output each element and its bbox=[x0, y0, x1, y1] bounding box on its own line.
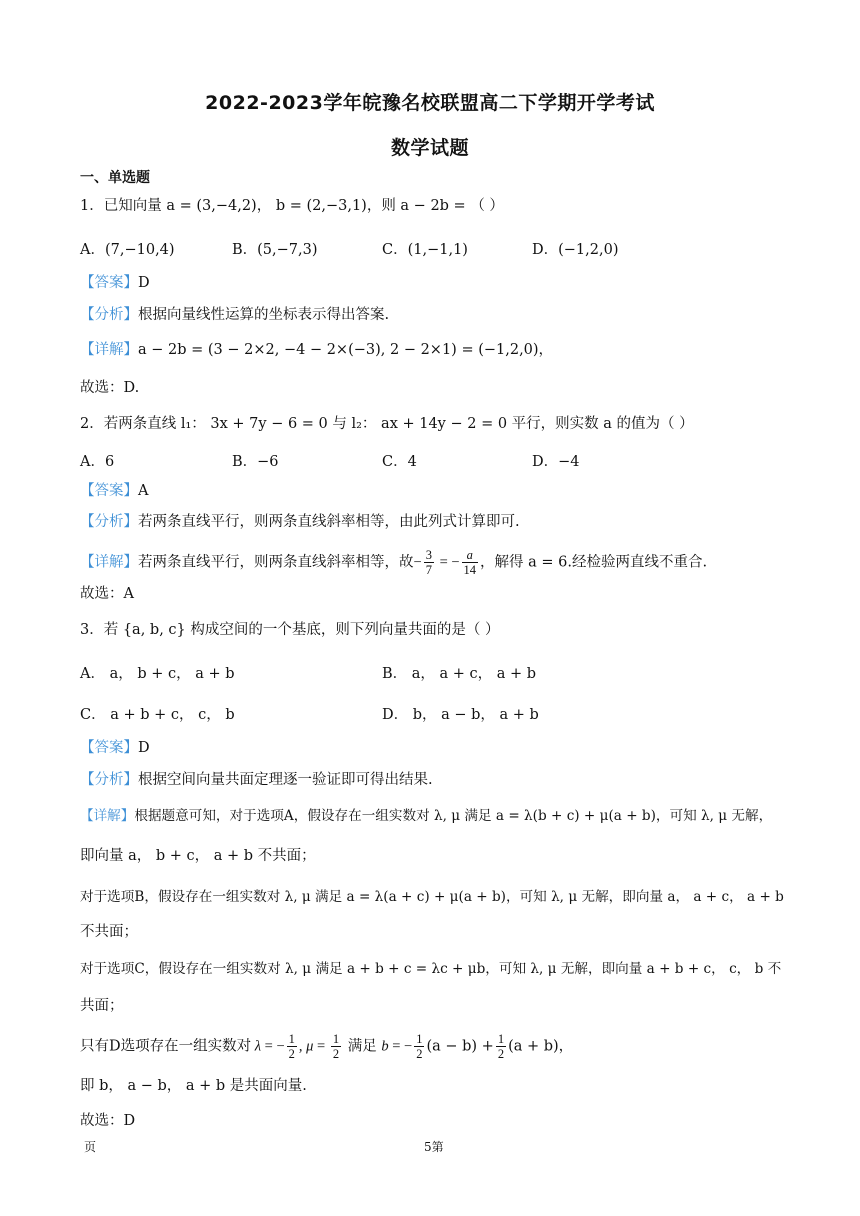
answer-tag: 【答案】 bbox=[80, 483, 138, 499]
q3-detail-line-5: 对于选项C，假设存在一组实数对 λ, μ 满足 a + b + c = λc + μb，可知 λ, μ 无解，即向量 a + b + c， c， b 不 bbox=[80, 961, 782, 977]
answer-tag: 【答案】 bbox=[80, 740, 138, 756]
exam-title: 2022-2023学年皖豫名校联盟高二下学期开学考试 bbox=[205, 92, 655, 114]
q2-answer-line bbox=[80, 481, 148, 501]
q3-detail-line-4: 不共面； bbox=[80, 924, 138, 940]
q1-option-d: D．(−1,2,0) bbox=[532, 242, 619, 258]
footer-page-number: 5第 bbox=[424, 1140, 444, 1154]
q3-detail-line-8: 即 b， a − b， a + b 是共面向量. bbox=[80, 1078, 307, 1094]
fraction-a-14: $\frac{a}{14}$ bbox=[463, 548, 477, 577]
analysis-tag: 【分析】 bbox=[80, 514, 138, 530]
q1-option-c: C．(1,−1,1) bbox=[382, 242, 468, 258]
q2-option-d: D．−4 bbox=[532, 454, 580, 470]
q3-detail-line-3: 对于选项B，假设存在一组实数对 λ, μ 满足 a = λ(a + c) + μ(a + b)，可知 λ, μ 无解，即向量 a， a + c， a + b bbox=[80, 889, 784, 905]
q1-option-a: A．(7,−10,4) bbox=[80, 242, 175, 258]
q2-detail-post: ，解得 a = 6.经检验两直线不重合. bbox=[480, 554, 708, 571]
q3-option-a: A． a， b + c， a + b bbox=[80, 666, 235, 682]
q3-option-b: B． a， a + c， a + b bbox=[382, 666, 537, 682]
q1-conclusion: 故选：D. bbox=[80, 380, 140, 396]
q2-analysis: 若两条直线平行，则两条直线斜率相等，由此列式计算即可. bbox=[138, 514, 520, 530]
analysis-tag: 【分析】 bbox=[80, 772, 138, 788]
fraction-1-2: $\frac{1}{2}$ bbox=[288, 1032, 295, 1061]
analysis-tag: 【分析】 bbox=[80, 307, 138, 323]
q1-answer-line bbox=[80, 273, 150, 293]
q1-answer: D bbox=[138, 275, 150, 291]
answer-tag: 【答案】 bbox=[80, 275, 138, 291]
q3-detail-line-7: 只有D选项存在一组实数对 λ = − $\frac{1}{2}$ , μ = $\frac{1}{2}$ 满足 b = − $\frac{1}{2}$ (a − b) + $\frac{1}{2}$ (a + b)， bbox=[80, 1032, 574, 1061]
q3-detail-7-post: (a − b) + bbox=[426, 1038, 494, 1055]
q1-detail: a − 2b = (3 − 2×2, −4 − 2×(−3), 2 − 2×1) = (−1,2,0)， bbox=[138, 342, 554, 358]
section-heading: 一、单选题 bbox=[80, 170, 150, 186]
q1-analysis-line bbox=[80, 305, 389, 325]
q3-detail-line-1 bbox=[80, 806, 772, 826]
q2-option-c: C．4 bbox=[382, 454, 417, 470]
q2-stem: 2．若两条直线 l₁： 3x + 7y − 6 = 0 与 l₂： ax + 14y − 2 = 0 平行，则实数 a 的值为（ ） bbox=[80, 416, 694, 432]
q2-detail-line: 【详解】若两条直线平行，则两条直线斜率相等，故− $\frac{3}{7}$ = − $\frac{a}{14}$ ，解得 a = 6.经检验两直线不重合. bbox=[80, 548, 708, 577]
fraction-3-7: $\frac{3}{7}$ bbox=[425, 548, 432, 577]
q3-detail-7-end: (a + b)， bbox=[508, 1038, 574, 1055]
q2-option-a: A．6 bbox=[80, 454, 115, 470]
q1-option-b: B．(5,−7,3) bbox=[232, 242, 318, 258]
q2-detail-pre: 若两条直线平行，则两条直线斜率相等，故 bbox=[138, 554, 414, 571]
detail-tag: 【详解】 bbox=[80, 342, 138, 358]
q2-option-b: B．−6 bbox=[232, 454, 279, 470]
q1-detail-line bbox=[80, 340, 553, 360]
fraction-1-2: $\frac{1}{2}$ bbox=[332, 1032, 340, 1061]
q3-option-c: C． a + b + c， c， b bbox=[80, 707, 235, 723]
exam-subtitle: 数学试题 bbox=[390, 137, 469, 159]
q2-conclusion: 故选：A bbox=[80, 586, 134, 602]
q3-detail-line-2: 即向量 a， b + c， a + b 不共面； bbox=[80, 848, 316, 864]
q3-conclusion: 故选：D bbox=[80, 1113, 136, 1129]
fraction-1-2: $\frac{1}{2}$ bbox=[416, 1032, 423, 1061]
q3-detail-1: 根据题意可知，对于选项A，假设存在一组实数对 λ, μ 满足 a = λ(b + c) + μ(a + b)，可知 λ, μ 无解， bbox=[134, 808, 773, 824]
q3-analysis: 根据空间向量共面定理逐一验证即可得出结果. bbox=[138, 772, 433, 788]
q3-option-d: D． b， a − b， a + b bbox=[382, 707, 539, 723]
detail-tag: 【详解】 bbox=[80, 554, 138, 571]
footer-left: 页 bbox=[84, 1140, 97, 1154]
q2-analysis-line bbox=[80, 512, 520, 532]
q3-answer-line bbox=[80, 738, 150, 758]
q3-analysis-line bbox=[80, 770, 433, 790]
q3-answer: D bbox=[138, 740, 150, 756]
q1-stem: 1．已知向量 a = (3,−4,2)， b = (2,−3,1)，则 a − 2b = （ ） bbox=[80, 198, 504, 214]
detail-tag: 【详解】 bbox=[80, 808, 135, 824]
q3-stem: 3．若 {a, b, c} 构成空间的一个基底，则下列向量共面的是（ ） bbox=[80, 622, 500, 638]
fraction-1-2: $\frac{1}{2}$ bbox=[497, 1032, 505, 1061]
q3-detail-line-6: 共面； bbox=[80, 998, 124, 1014]
q1-analysis: 根据向量线性运算的坐标表示得出答案. bbox=[138, 307, 390, 323]
q2-answer: A bbox=[138, 483, 149, 499]
q3-detail-7-pre: 只有D选项存在一组实数对 bbox=[80, 1038, 252, 1055]
